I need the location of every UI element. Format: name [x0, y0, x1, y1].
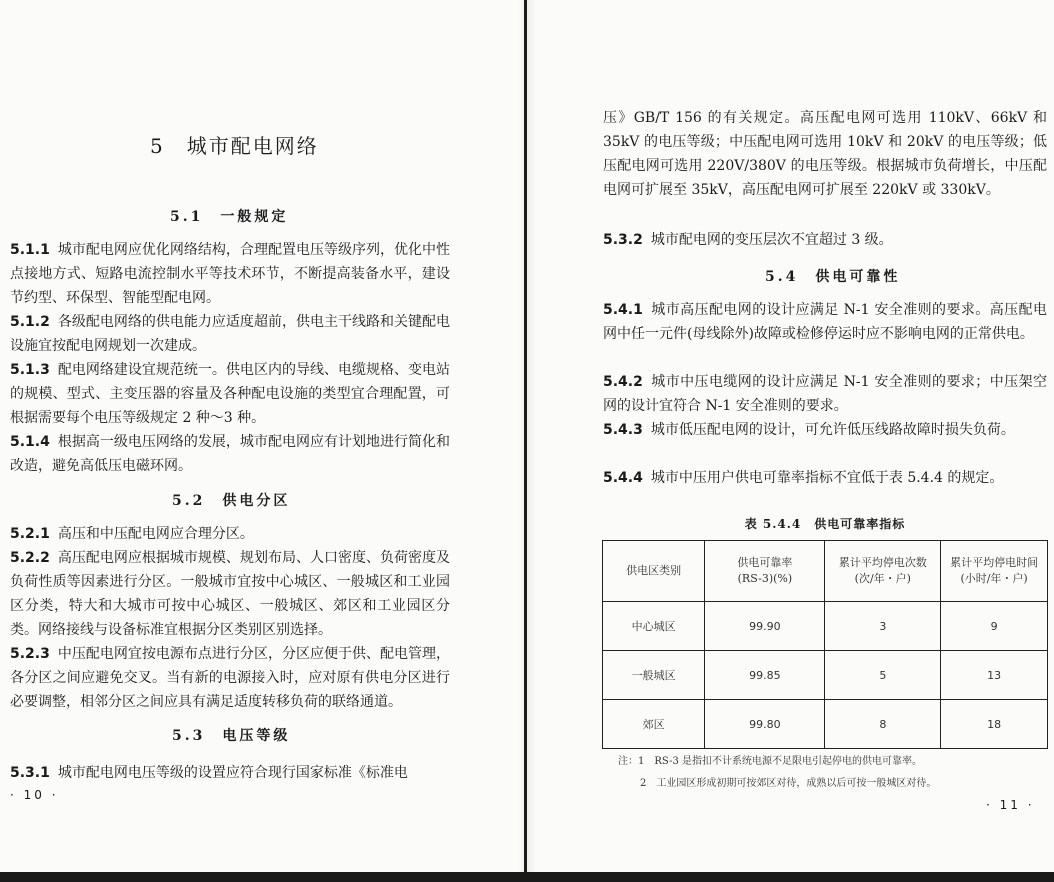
clause-number: 5.3.1	[10, 765, 50, 781]
clause-number: 5.1.2	[10, 314, 50, 330]
clause-number: 5.1.3	[10, 362, 50, 378]
clause-5-3-1	[10, 761, 450, 785]
table-row	[603, 700, 1048, 749]
clause-text: 中压配电网宜按电源布点进行分区，分区应便于供、配电管理，各分区之间应避免交叉。当有新的电源接入时，应对原有供电分区进行必要调整，相邻分区之间应具有满足适度转移负荷的联络通道。	[10, 646, 450, 710]
header-text: 累计平均停电次数 (次/年・户)	[838, 556, 927, 585]
clause-5-1-4	[10, 430, 450, 478]
table-cell-category: 中心城区	[603, 602, 705, 651]
table-cell-reliability: 99.90	[705, 602, 825, 651]
clause-5-2-3	[10, 642, 450, 714]
clause-text: 城市低压配电网的设计，可允许低压线路故障时损失负荷。	[650, 422, 1015, 438]
clause-5-2-2	[10, 546, 450, 642]
clause-5-1-2	[10, 310, 450, 358]
table-cell-hours: 18	[941, 700, 1048, 749]
table-cell-outages: 5	[825, 651, 941, 700]
clause-number: 5.4.3	[603, 422, 643, 438]
table-header-cell	[705, 541, 825, 602]
clause-text: 各级配电网络的供电能力应适度超前，供电主干线路和关键配电设施宜按配电网规划一次建成。	[10, 314, 450, 354]
table-caption: 表 5.4.4 供电可靠率指标	[744, 517, 906, 531]
clause-number: 5.2.1	[10, 526, 50, 542]
table-cell-outages: 8	[825, 700, 941, 749]
clause-text: 高压和中压配电网应合理分区。	[57, 526, 254, 542]
clause-number: 5.4.1	[603, 302, 643, 318]
book-spine	[524, 0, 527, 872]
section-title-5-1: 5.1 一般规定	[170, 209, 289, 225]
table-row	[603, 602, 1048, 651]
header-text: 供电可靠率 (RS-3)(%)	[737, 556, 793, 585]
clause-text: 城市配电网应优化网络结构，合理配置电压等级序列，优化中性点接地方式、短路电流控制水平等技术环节，不断提高装备水平，建设节约型、环保型、智能型配电网。	[10, 242, 450, 306]
clause-number: 5.2.3	[10, 646, 50, 662]
clause-text: 城市配电网的变压层次不宜超过 3 级。	[650, 232, 893, 248]
table-header-cell	[941, 541, 1048, 602]
table-cell-hours: 13	[941, 651, 1048, 700]
table-note-2: 2 工业园区形成初期可按郊区对待，成熟以后可按一般城区对待。	[640, 778, 937, 789]
section-title-5-4: 5.4 供电可靠性	[765, 269, 901, 285]
table-cell-reliability: 99.85	[705, 651, 825, 700]
clause-5-1-1	[10, 238, 450, 310]
header-text: 累计平均停电时间 (小时/年・户)	[950, 556, 1039, 585]
clause-5-4-2	[603, 370, 1047, 418]
section-title-5-2: 5.2 供电分区	[172, 493, 291, 509]
table-cell-reliability: 99.80	[705, 700, 825, 749]
clause-5-4-1	[603, 298, 1047, 346]
clause-5-1-3	[10, 358, 450, 430]
clause-number: 5.1.4	[10, 434, 50, 450]
reliability-table	[602, 540, 1048, 749]
clause-5-4-3	[603, 418, 1047, 442]
table-header-row	[603, 541, 1048, 602]
clause-number: 5.3.2	[603, 232, 643, 248]
chapter-title: 5 城市配电网络	[150, 134, 319, 158]
table-header-cell	[825, 541, 941, 602]
table-note-1: 注：1 RS-3 是指扣不计系统电源不足限电引起停电的供电可靠率。	[618, 756, 923, 767]
clause-text: 城市配电网电压等级的设置应符合现行国家标准《标准电	[57, 765, 408, 781]
clause-text: 高压配电网应根据城市规模、规划布局、人口密度、负荷密度及负荷性质等因素进行分区。一般城市宜按中心城区、一般城区和工业园区分类，特大和大城市可按中心城区、一般城区、郊区和工业园区分类。网络接线与设备标准宜根据分区类别区别选择。	[10, 550, 450, 638]
clause-text: 根据高一级电压网络的发展，城市配电网应有计划地进行简化和改造，避免高低压电磁环网。	[10, 434, 450, 474]
table-cell-hours: 9	[941, 602, 1048, 651]
page-number-right: · 11 ·	[986, 798, 1035, 812]
clause-text: 城市中压用户供电可靠率指标不宜低于表 5.4.4 的规定。	[650, 470, 1004, 486]
section-title-5-3: 5.3 电压等级	[172, 728, 291, 744]
clause-5-3-1-continuation: 压》GB/T 156 的有关规定。高压配电网可选用 110kV、66kV 和 35kV 的电压等级；中压配电网可选用 10kV 和 20kV 的电压等级；低压配电网可选用 220V/380V 的电压等级。根据城市负荷增长，中压配电网可扩展至 35kV，高压配电网可扩展至 220kV 或 330kV。	[603, 110, 1047, 198]
right-page	[530, 0, 1054, 872]
clause-text: 城市中压电缆网的设计应满足 N-1 安全准则的要求；中压架空网的设计宜符合 N-1 安全准则的要求。	[603, 374, 1047, 414]
clause-5-2-1	[10, 522, 450, 546]
header-text: 供电区类别	[626, 564, 682, 577]
scan-bottom-edge	[0, 872, 1054, 882]
clause-number: 5.2.2	[10, 550, 50, 566]
clause-number: 5.4.2	[603, 374, 643, 390]
table-header-cell	[603, 541, 705, 602]
page-number-left: · 10 ·	[10, 788, 59, 802]
table-cell-category: 一般城区	[603, 651, 705, 700]
clause-5-4-4	[603, 466, 1047, 490]
table-row	[603, 651, 1048, 700]
clause-number: 5.1.1	[10, 242, 50, 258]
clause-5-3-2	[603, 228, 1047, 252]
table-cell-category: 郊区	[603, 700, 705, 749]
clause-text: 城市高压配电网的设计应满足 N-1 安全准则的要求。高压配电网中任一元件(母线除外)故障或检修停运时应不影响电网的正常供电。	[603, 302, 1047, 342]
left-page	[0, 0, 524, 872]
clause-number: 5.4.4	[603, 470, 643, 486]
table-cell-outages: 3	[825, 602, 941, 651]
clause-text: 配电网络建设宜规范统一。供电区内的导线、电缆规格、变电站的规模、型式、主变压器的容量及各种配电设施的类型宜合理配置，可根据需要每个电压等级规定 2 种～3 种。	[10, 362, 450, 426]
